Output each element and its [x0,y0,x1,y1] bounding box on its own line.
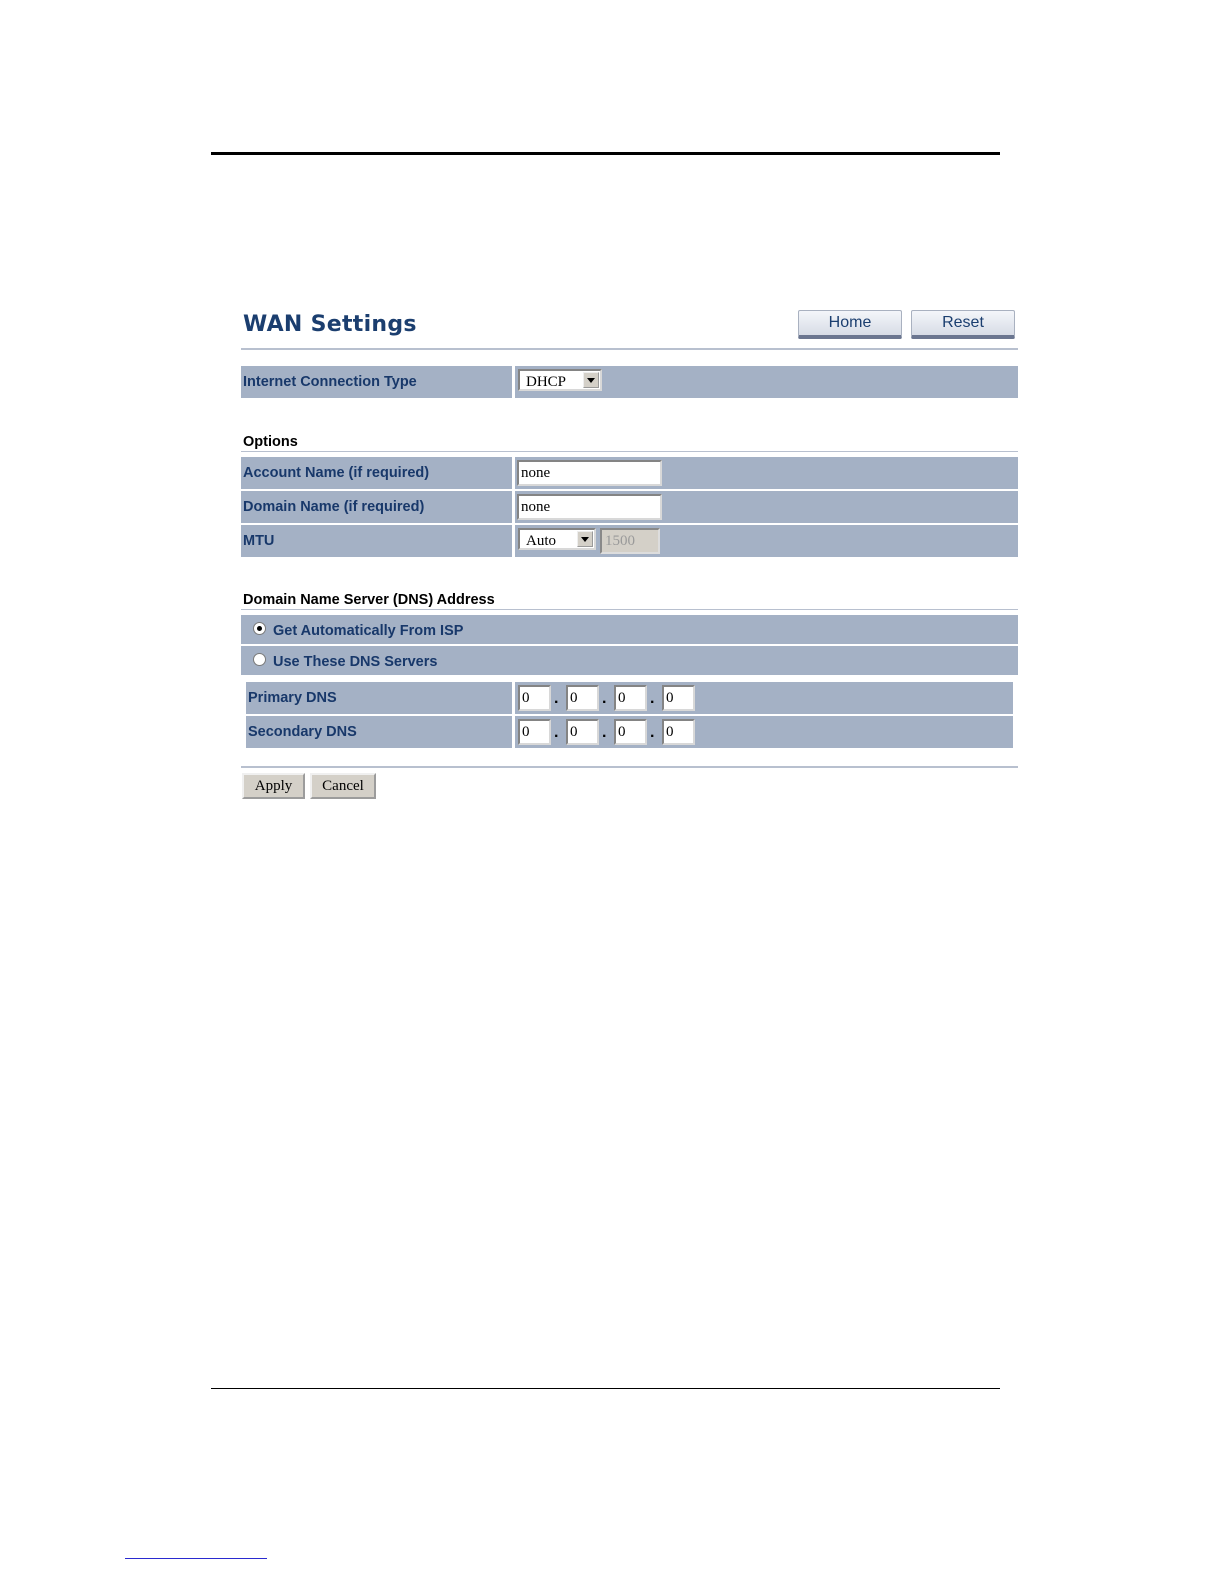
mtu-label: MTU [241,525,512,557]
connection-type-value: DHCP [526,374,567,390]
secondary-dns-octet-3[interactable]: 0 [614,719,647,745]
ip-separator: . [602,724,607,741]
mtu-cell [515,525,1018,557]
primary-dns-cell [515,682,1013,714]
mtu-row [241,525,1018,557]
secondary-dns-octet-2[interactable]: 0 [566,719,599,745]
mtu-value-input: 1500 [600,528,660,554]
title-divider [241,348,1018,350]
ip-separator: . [602,690,607,707]
cancel-button[interactable]: Cancel [310,773,376,799]
ip-separator: . [650,724,655,741]
connection-type-cell [515,366,1018,398]
secondary-dns-octet-4[interactable]: 0 [662,719,695,745]
account-name-input[interactable]: none [517,460,662,486]
dns-divider [241,609,1018,610]
chevron-down-icon[interactable] [583,372,599,388]
apply-button[interactable]: Apply [242,773,305,799]
options-divider [241,451,1018,452]
dns-auto-row[interactable] [241,615,1018,644]
footer-rule [211,1388,1000,1389]
primary-dns-octet-1[interactable]: 0 [518,685,551,711]
primary-dns-octet-2[interactable]: 0 [566,685,599,711]
secondary-dns-octet-1[interactable]: 0 [518,719,551,745]
dns-auto-radio[interactable] [253,622,266,635]
connection-type-row [241,366,1018,398]
account-name-cell [515,457,1018,489]
account-name-row [241,457,1018,489]
ip-separator: . [554,690,559,707]
connection-type-select[interactable] [518,369,602,391]
primary-dns-row [246,682,1013,714]
form-divider [241,766,1018,768]
footer-link-underline [125,1558,267,1559]
header-rule [211,152,1000,155]
domain-name-cell [515,491,1018,523]
domain-name-input[interactable]: none [517,494,662,520]
account-name-label: Account Name (if required) [241,457,512,489]
domain-name-row [241,491,1018,523]
ip-separator: . [554,724,559,741]
ip-separator: . [650,690,655,707]
domain-name-label: Domain Name (if required) [241,491,512,523]
primary-dns-octet-3[interactable]: 0 [614,685,647,711]
dns-manual-label: Use These DNS Servers [273,654,438,670]
dns-manual-row[interactable] [241,646,1018,675]
dns-heading: Domain Name Server (DNS) Address [243,592,495,608]
chevron-down-icon[interactable] [577,531,593,547]
home-button[interactable]: Home [798,310,902,339]
mtu-mode-value: Auto [526,533,556,549]
options-heading: Options [243,434,298,450]
dns-auto-label: Get Automatically From ISP [273,623,464,639]
mtu-mode-select[interactable] [518,528,596,550]
primary-dns-octet-4[interactable]: 0 [662,685,695,711]
page-title: WAN Settings [243,312,417,337]
reset-button[interactable]: Reset [911,310,1015,339]
dns-manual-radio[interactable] [253,653,266,666]
secondary-dns-row [246,716,1013,748]
secondary-dns-label: Secondary DNS [246,716,512,748]
secondary-dns-cell [515,716,1013,748]
connection-type-label: Internet Connection Type [241,366,512,398]
primary-dns-label: Primary DNS [246,682,512,714]
